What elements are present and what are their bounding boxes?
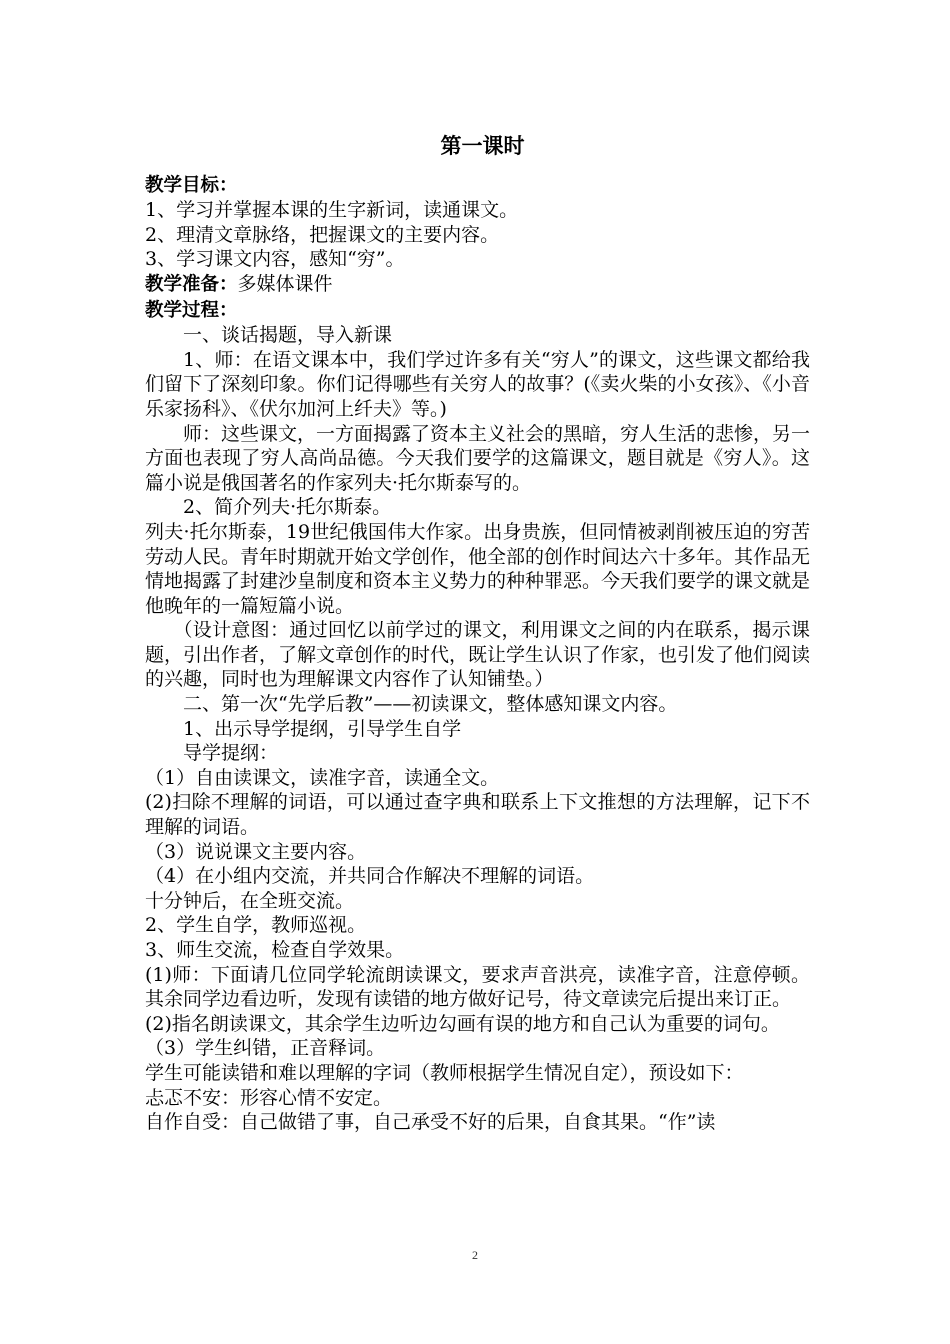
preparation-value: 多媒体课件 [237,272,333,295]
paragraph: (2)指名朗读课文，其余学生边听边勾画有误的地方和自己认为重要的词句。 [145,1012,780,1035]
page-title: 第一课时 [440,133,525,158]
objectives-heading: 教学目标： [145,174,238,196]
objectives-label [145,173,810,199]
preparation-line [145,272,810,298]
process-heading: 教学过程： [145,299,238,321]
paragraph: 学生可能读错和难以理解的字词（教师根据学生情况自定），预设如下： [145,1061,744,1084]
paragraph: (1)师：下面请几位同学轮流朗读课文，要求声音洪亮，读准字音，注意停顿。其余同学边看边听，发现有读错的地方做好记号，待文章读完后提出来订正。 [145,963,810,1011]
vocab-item: 自作自受：自己做错了事，自己承受不好的后果，自食其果。“作”读 [145,1111,716,1134]
document-page [145,130,810,1135]
paragraph: （3）学生纠错，正音释词。 [145,1037,386,1060]
design-intent-note: （设计意图：通过回忆以前学过的课文，利用课文之间的内在联系，揭示课题，引出作者，了解文章创作的时代，既让学生认识了作家，也引发了他们阅读的兴趣，同时也为理解课文内容作了认知铺垫。） [145,619,811,691]
guide-item: (2)扫除不理解的词语，可以通过查字典和联系上下文推想的方法理解，记下不理解的词语。 [145,791,810,839]
guide-item: （3）说说课文主要内容。 [145,840,367,863]
paragraph: 3、师生交流，检查自学效果。 [145,939,405,961]
objective-item: 1、学习并掌握本课的生字新词，读通课文。 [145,199,519,222]
guide-item: （1）自由读课文，读准字音，读通全文。 [145,766,500,789]
objective-item: 3、学习课文内容，感知“穷”。 [145,248,405,271]
page-number: 2 [472,1248,478,1262]
paragraph: 导学提纲： [183,742,279,765]
paragraph: 2、学生自学，教师巡视。 [145,914,367,937]
guide-item: （4）在小组内交流，并共同合作解决不理解的词语。 [145,865,595,888]
paragraph: 2、简介列夫·托尔斯泰。 [183,496,392,519]
objective-item: 2、理清文章脉络，把握课文的主要内容。 [145,223,500,246]
preparation-heading: 教学准备： [145,273,238,295]
section-heading: 二、第一次“先学后教”——初读课文，整体感知课文内容。 [183,693,678,716]
paragraph: 1、出示导学提纲，引导学生自学 [183,717,462,740]
section-heading: 一、谈话揭题，导入新课 [183,324,393,347]
paragraph: 十分钟后，在全班交流。 [145,889,355,912]
paragraph: 1、师：在语文课本中，我们学过许多有关“穷人”的课文，这些课文都给我们留下了深刻印象。你们记得哪些有关穷人的故事？(《卖火柴的小女孩》、《小音乐家扬科》、《伏尔加河上纤夫》等。) [145,348,810,420]
paragraph: 师：这些课文，一方面揭露了资本主义社会的黑暗，穷人生活的悲惨，另一方面也表现了穷人高尚品德。今天我们要学的这篇课文，题目就是《穷人》。这篇小说是俄国著名的作家列夫·托尔斯泰写的。 [145,422,811,494]
process-label-line [145,298,810,324]
vocab-item: 忐忑不安：形容心情不安定。 [145,1086,393,1109]
paragraph: 列夫·托尔斯泰，19世纪俄国伟大作家。出身贵族，但同情被剥削被压迫的穷苦劳动人民。青年时期就开始文学创作，他全部的创作时间达六十多年。其作品无情地揭露了封建沙皇制度和资本主义势力的种种罪恶。今天我们要学的课文就是他晚年的一篇短篇小说。 [145,520,811,617]
